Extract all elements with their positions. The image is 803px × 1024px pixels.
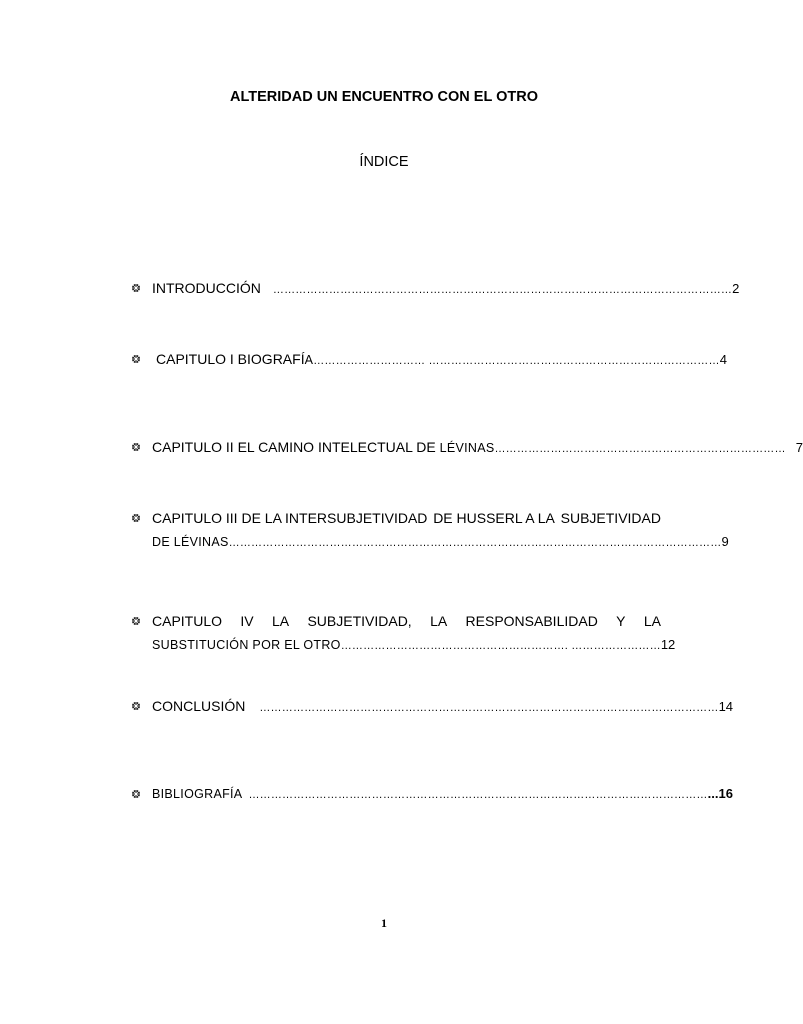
toc-leader-dots: ………………………… ……………………………………………………………………: [313, 355, 720, 367]
ornament-bullet-icon: [131, 616, 141, 626]
toc-leader-dots: ……………………………………………………. ……………………: [340, 640, 661, 652]
toc-page-number: ...16: [707, 786, 733, 801]
toc-leader-dots: ……………………………………………………………………………………………………………: [259, 702, 719, 714]
toc-label-word: CAPITULO: [152, 613, 223, 629]
toc-entry-capitulo-2: [152, 438, 803, 458]
toc-label: BIBLIOGRAFÍA: [152, 787, 243, 801]
toc-label-word: Y: [616, 613, 626, 629]
toc-label-word: DE HUSSERL A LA: [433, 510, 555, 526]
toc-entry-conclusion: [152, 697, 734, 717]
toc-label-word: RESPONSABILIDAD: [465, 613, 598, 629]
toc-label: SUBSTITUCIÓN POR EL OTRO: [152, 638, 341, 652]
toc-entry-capitulo-3-line1: [152, 509, 661, 527]
toc-page-number: 4: [719, 352, 727, 367]
ornament-bullet-icon: [131, 789, 141, 799]
toc-label-word: LA: [271, 613, 290, 629]
toc-entry-introduccion: [152, 279, 740, 299]
ornament-bullet-icon: [131, 283, 141, 293]
toc-label-word: SUBJETIVIDAD: [560, 510, 661, 526]
ornament-bullet-icon: [131, 513, 141, 523]
toc-label-word: CAPITULO III DE LA INTERSUBJETIVIDAD: [152, 510, 428, 526]
toc-page-number: 2: [732, 281, 740, 296]
ornament-bullet-icon: [131, 442, 141, 452]
toc-leader-dots: ……………………………………………………………………………………………………………: [272, 284, 733, 296]
toc-label: CAPITULO II EL CAMINO INTELECTUAL DE LÉVINAS: [152, 439, 495, 455]
page-number: 1: [381, 916, 387, 930]
toc-leader-dots: ……………………………………………………………………………………………………………: [248, 789, 708, 801]
document-title: ALTERIDAD UN ENCUENTRO CON EL OTRO: [230, 89, 538, 105]
ornament-bullet-icon: [131, 701, 141, 711]
toc-label: DE LÉVINAS: [152, 535, 229, 549]
ornament-bullet-icon: [131, 354, 141, 364]
toc-leader-dots: ……………………………………………………………………: [494, 443, 786, 455]
toc-label-word: IV: [240, 613, 254, 629]
toc-page-number: 7: [795, 440, 803, 455]
toc-leader-dots: ……………………………………………………………………………………………………………………: [228, 537, 722, 549]
toc-entry-capitulo-3-line2: [152, 533, 729, 552]
toc-page-number: 12: [660, 637, 676, 652]
toc-entry-capitulo-4-line2: [152, 636, 676, 655]
toc-label-word: SUBJETIVIDAD,: [307, 613, 412, 629]
toc-label: CAPITULO I BIOGRAFÍA: [156, 351, 314, 367]
toc-label-word: LA: [643, 613, 661, 629]
toc-page-number: 14: [718, 699, 734, 714]
toc-label-word: LA: [430, 613, 448, 629]
toc-page-number: 9: [721, 534, 729, 549]
toc-label: INTRODUCCIÓN: [152, 280, 261, 296]
toc-entry-bibliografia: [152, 785, 733, 804]
toc-entry-capitulo-1: [152, 350, 727, 370]
toc-label: CONCLUSIÓN: [152, 698, 246, 714]
index-heading: ÍNDICE: [359, 154, 409, 170]
toc-entry-capitulo-4-line1: [152, 612, 661, 630]
